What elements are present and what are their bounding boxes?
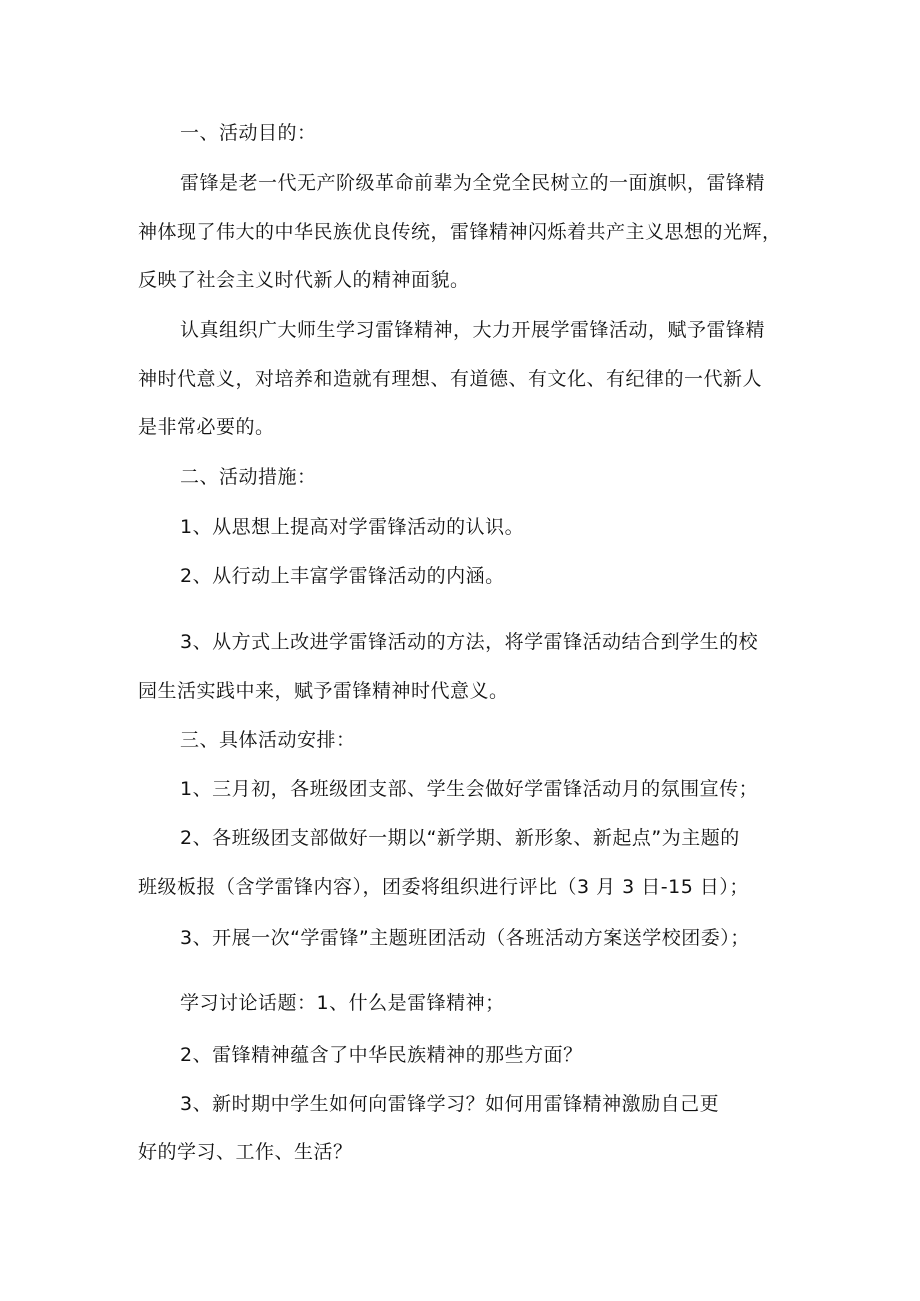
list-item: 2、从行动上丰富学雷锋活动的内涵。 (180, 565, 505, 587)
paragraph-line: 认真组织广大师生学习雷锋精神，大力开展学雷锋活动，赋予雷锋精 (180, 319, 766, 341)
paragraph-line: 班级板报（含学雷锋内容），团委将组织进行评比（3 月 3 日-15 日）； (138, 876, 749, 898)
paragraph-line: 反映了社会主义时代新人的精神面貌。 (138, 269, 470, 291)
list-item: 3、从方式上改进学雷锋活动的方法，将学雷锋活动结合到学生的校 (180, 631, 759, 653)
list-item: 3、新时期中学生如何向雷锋学习？如何用雷锋精神激励自己更 (180, 1093, 720, 1115)
paragraph-line: 园生活实践中来，赋予雷锋精神时代意义。 (138, 680, 509, 702)
list-item: 1、三月初，各班级团支部、学生会做好学雷锋活动月的氛围宣传； (180, 778, 759, 800)
paragraph-line: 好的学习、工作、生活？ (138, 1141, 353, 1163)
paragraph-line: 雷锋是老一代无产阶级革命前辈为全党全民树立的一面旗帜，雷锋精 (180, 172, 766, 194)
discussion-topics: 学习讨论话题：1、什么是雷锋精神； (180, 992, 505, 1014)
paragraph-line: 神体现了伟大的中华民族优良传统，雷锋精神闪烁着共产主义思想的光辉， (138, 221, 782, 243)
list-item: 2、各班级团支部做好一期以“新学期、新形象、新起点”为主题的 (180, 827, 740, 849)
paragraph-line: 神时代意义，对培养和造就有理想、有道德、有文化、有纪律的一代新人 (138, 368, 763, 390)
section-heading-1: 一、活动目的： (180, 122, 317, 144)
list-item: 3、开展一次“学雷锋”主题班团活动（各班活动方案送学校团委）； (180, 927, 750, 949)
section-heading-2: 二、活动措施： (180, 466, 317, 488)
list-item: 2、雷锋精神蕴含了中华民族精神的那些方面？ (180, 1044, 583, 1066)
section-heading-3: 三、具体活动安排： (180, 729, 356, 751)
list-item: 1、从思想上提高对学雷锋活动的认识。 (180, 516, 525, 538)
paragraph-line: 是非常必要的。 (138, 416, 275, 438)
